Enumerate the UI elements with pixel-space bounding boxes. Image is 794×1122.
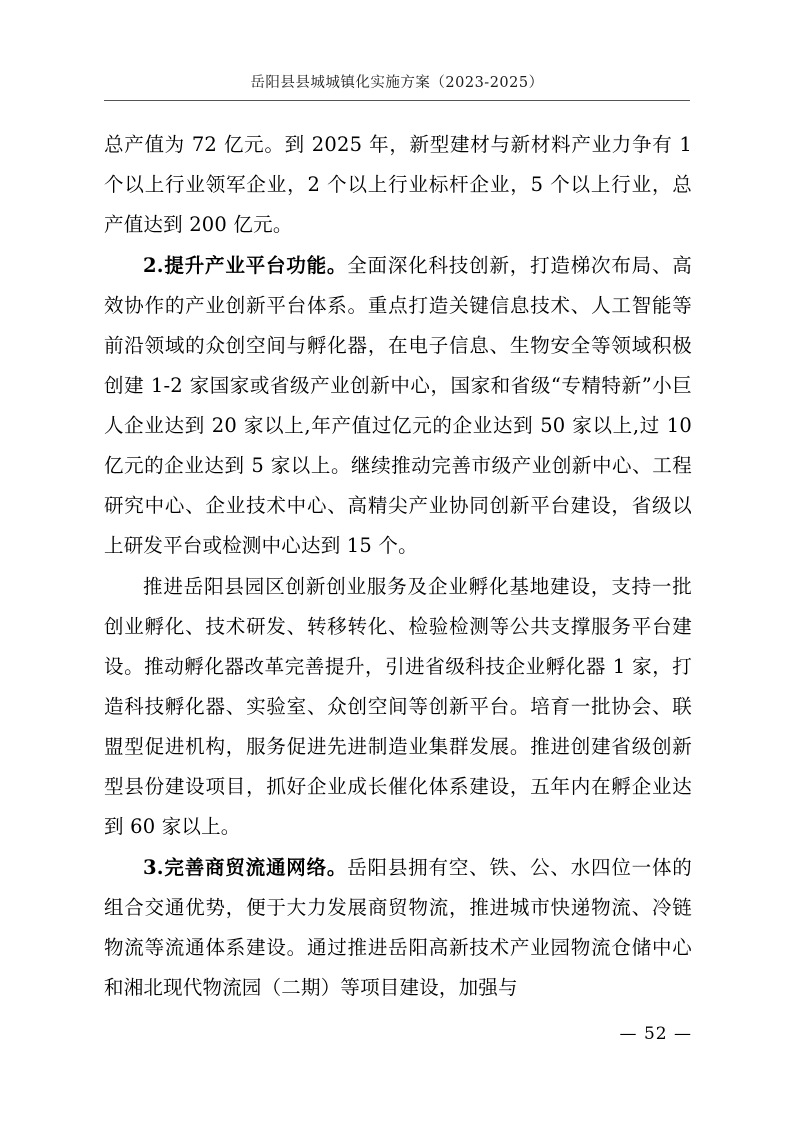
paragraph-lead-3: 3.完善商贸流通网络。 xyxy=(143,856,348,879)
paragraph-text: 全面深化科技创新，打造梯次布局、高效协作的产业创新平台体系。重点打造关键信息技术、人工智能等前沿领域的众创空间与孵化器，在电子信息、生物安全等领域积极创建 1-2 家国家或省级产业创新中心，国家和省级“专精特新”小巨人企业达到 20 家以上,年产值过亿元的企业达到 50 家以上,过 10 亿元的企业达到 5 家以上。继续推动完善市级产业创新中心、工程研究中心、企业技术中心、高精尖产业协同创新平台建设，省级以上研发平台或检测中心达到 15 个。 xyxy=(104,254,693,557)
paragraph-lead-2: 2.提升产业平台功能。 xyxy=(143,254,348,277)
paragraph-continued xyxy=(104,125,692,245)
paragraph-item-3 xyxy=(104,848,692,1008)
paragraph-item-2 xyxy=(104,246,692,566)
page-header xyxy=(104,72,690,93)
document-body xyxy=(104,125,692,1009)
header-title: 岳阳县县城城镇化实施方案（2023-2025） xyxy=(250,75,544,91)
header-divider xyxy=(104,100,690,101)
paragraph-text: 岳阳县拥有空、铁、公、水四位一体的组合交通优势，便于大力发展商贸物流，推进城市快递物流、冷链物流等流通体系建设。通过推进岳阳高新技术产业园物流仓储中心和湘北现代物流园（二期）等项目建设，加强与 xyxy=(104,856,693,999)
paragraph-text: 推进岳阳县园区创新创业服务及企业孵化基地建设，支持一批创业孵化、技术研发、转移转化、检验检测等公共支撑服务平台建设。推动孵化器改革完善提升，引进省级科技企业孵化器 1 家，打造科技孵化器、实验室、众创空间等创新平台。培育一批协会、联盟型促进机构，服务促进先进制造业集群发展。推进创建省级创新型县份建设项目，抓好企业成长催化体系建设，五年内在孵企业达到 60 家以上。 xyxy=(104,575,692,838)
page-number: — 52 — xyxy=(619,1024,692,1044)
paragraph-text: 总产值为 72 亿元。到 2025 年，新型建材与新材料产业力争有 1 个以上行业领军企业，2 个以上行业标杆企业，5 个以上行业，总产值达到 200 亿元。 xyxy=(104,133,692,236)
paragraph-innovation-base xyxy=(104,567,692,847)
